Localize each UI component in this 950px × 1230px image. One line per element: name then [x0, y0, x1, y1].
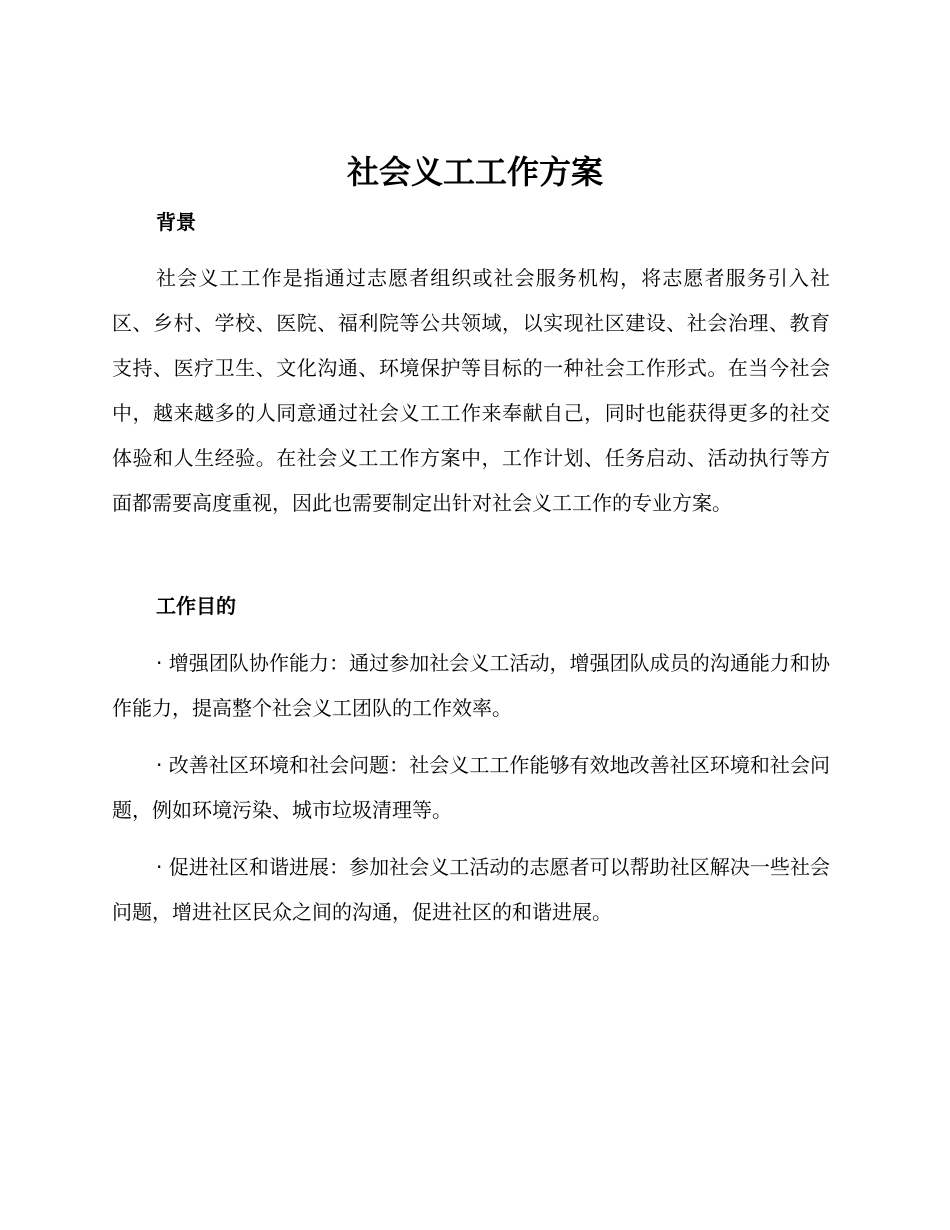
- goal-item-community-harmony: · 促进社区和谐进展：参加社会义工活动的志愿者可以帮助社区解决一些社会问题，增进社区民众之间的沟通，促进社区的和谐进展。: [112, 855, 830, 924]
- section-heading-background: 背景: [156, 210, 196, 234]
- goal-item-community-environment: · 改善社区环境和社会问题：社会义工工作能够有效地改善社区环境和社会问题，例如环境污染、城市垃圾清理等。: [112, 753, 830, 822]
- background-paragraph: 社会义工工作是指通过志愿者组织或社会服务机构，将志愿者服务引入社区、乡村、学校、医院、福利院等公共领域，以实现社区建设、社会治理、教育支持、医疗卫生、文化沟通、环境保护等目标的一种社会工作形式。在当今社会中，越来越多的人同意通过社会义工工作来奉献自己，同时也能获得更多的社交体验和人生经验。在社会义工工作方案中，工作计划、任务启动、活动执行等方面都需要高度重视，因此也需要制定出针对社会义工工作的专业方案。: [112, 266, 830, 515]
- document-title: 社会义工工作方案: [346, 153, 603, 191]
- goal-item-teamwork: · 增强团队协作能力：通过参加社会义工活动，增强团队成员的沟通能力和协作能力，提高整个社会义工团队的工作效率。: [112, 651, 830, 720]
- section-heading-goals: 工作目的: [156, 594, 236, 618]
